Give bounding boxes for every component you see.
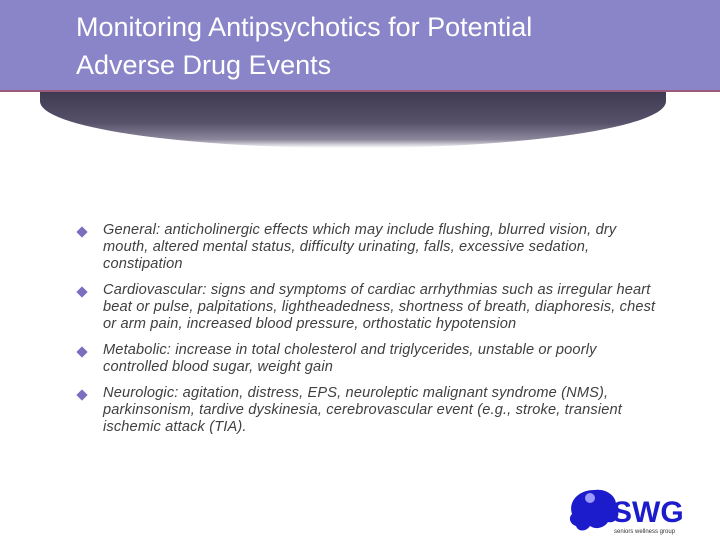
bullet-list: [76, 222, 656, 445]
bullet-label: Neurologic:: [103, 385, 179, 401]
decorative-shadow-band: [40, 92, 666, 148]
diamond-bullet-icon: [76, 389, 87, 400]
diamond-bullet-icon: [76, 286, 87, 297]
bullet-metabolic: [76, 342, 656, 376]
bullet-label: Cardiovascular:: [103, 282, 207, 298]
logo-tagline: seniors wellness group: [614, 529, 676, 535]
bullet-text: agitation, distress, EPS, neuroleptic malignant syndrome (NMS), parkinsonism, tardive dyskinesia, cerebrovascular event (e.g., stroke, transient ischemic attack (TIA).: [103, 385, 622, 435]
logo-acronym: SWG: [612, 496, 684, 529]
bullet-text: : anticholinergic effects which may include flushing, blurred vision, dry mouth, altered mental status, difficulty urinating, falls, excessive sedation, constipation: [103, 222, 617, 272]
bullet-cardiovascular: [76, 282, 656, 333]
title-bar: [0, 0, 720, 92]
bullet-general: [76, 222, 656, 273]
slide-title: Monitoring Antipsychotics for Potential Adverse Drug Events: [76, 12, 533, 80]
bullet-label: General: [103, 222, 156, 238]
bullet-label: Metabolic:: [103, 342, 172, 358]
bullet-neurologic: [76, 385, 656, 436]
swg-logo: [566, 484, 692, 536]
brain-highlight-icon: [585, 493, 595, 503]
diamond-bullet-icon: [76, 346, 87, 357]
diamond-bullet-icon: [76, 226, 87, 237]
bullet-text: increase in total cholesterol and triglycerides, unstable or poorly controlled blood sugar, weight gain: [103, 342, 597, 375]
bullet-text: signs and symptoms of cardiac arrhythmias such as irregular heart beat or pulse, palpitations, lightheadedness, shortness of breath, diaphoresis, chest or arm pain, increased blood pressure, orthostatic hypotension: [103, 282, 656, 332]
